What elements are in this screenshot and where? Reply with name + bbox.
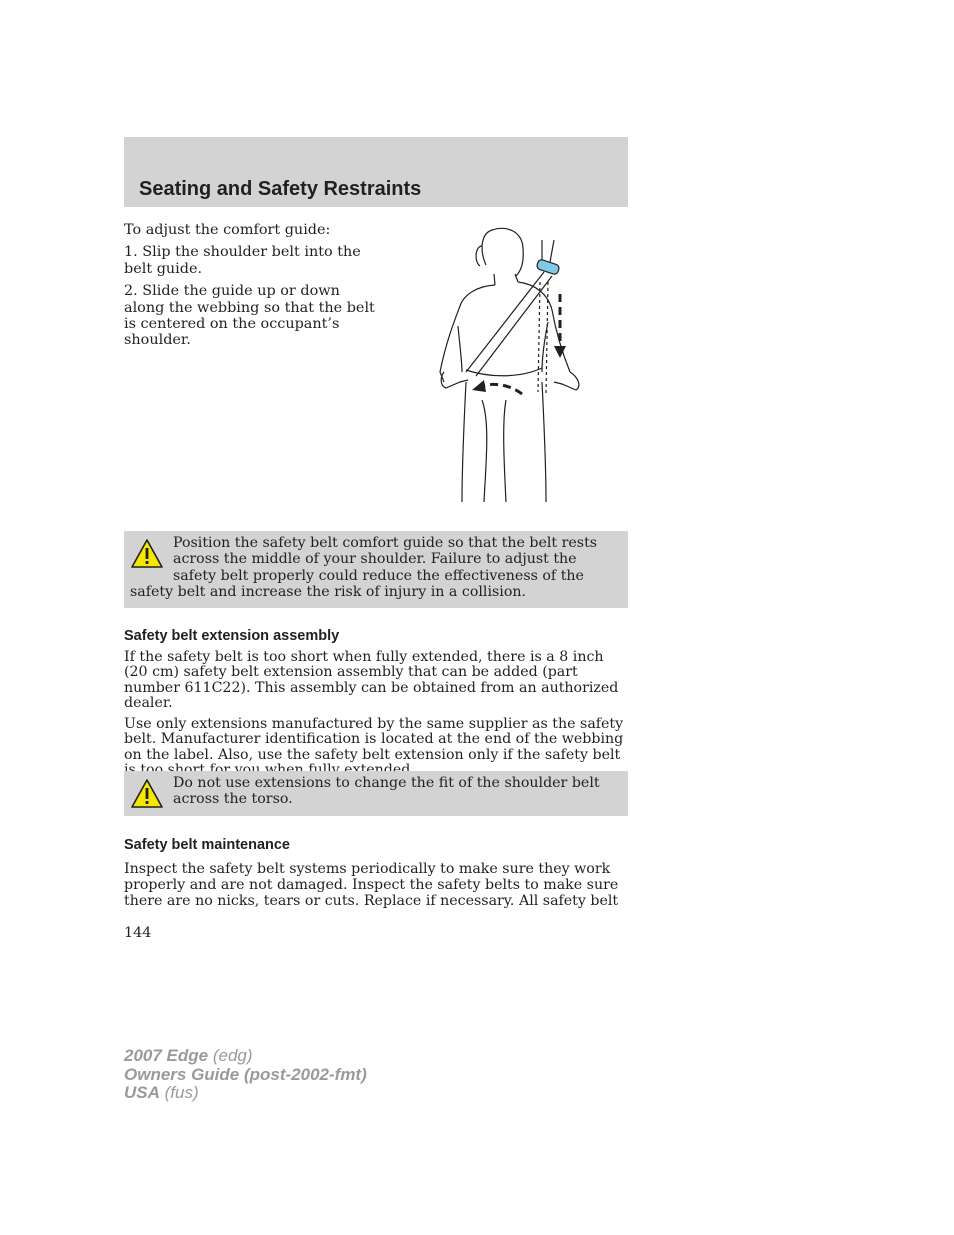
intro-step-1: 1. Slip the shoulder belt into the belt guide. bbox=[124, 244, 361, 277]
section-heading-maintenance: Safety belt maintenance bbox=[124, 837, 290, 853]
warning-box-comfort-guide bbox=[124, 531, 628, 608]
footer-line-market: USA (fus) bbox=[124, 1083, 199, 1102]
section-heading-extension: Safety belt extension assembly bbox=[124, 628, 340, 644]
footer-line-guide: Owners Guide (post-2002-fmt) bbox=[124, 1064, 367, 1084]
section-title: Seating and Safety Restraints bbox=[139, 178, 422, 200]
page-number: 144 bbox=[124, 925, 152, 941]
section-header-band bbox=[124, 137, 628, 207]
warning-text: Position the safety belt comfort guide so that the belt rests across the middle of your shoulder. Failure to adjust the safety belt properly could reduce the effectiveness of the safety belt and increase the risk of injury in a collision. bbox=[130, 535, 598, 601]
warning-triangle-icon bbox=[130, 537, 164, 571]
extension-paragraph-1: If the safety belt is too short when fully extended, there is a 8 inch (20 cm) safety belt extension assembly that can be added (part number 611C22). This assembly can be obtained from an authorized dealer. bbox=[124, 649, 619, 711]
extension-paragraph-2: Use only extensions manufactured by the same supplier as the safety belt. Manufacturer identification is located at the end of the webbing on the label. Also, use the safety belt extension only if the safety belt bbox=[124, 716, 624, 763]
warning-triangle-icon bbox=[130, 777, 164, 811]
extension-paragraphs bbox=[124, 650, 628, 784]
intro-step-2: 2. Slide the guide up or down along the webbing so that the belt is centered on the occupant’s shoulder. bbox=[124, 283, 375, 349]
intro-text bbox=[124, 222, 379, 355]
maintenance-paragraph: Inspect the safety belt systems periodically to make sure they work properly and are not damaged. Inspect the safety belts to make sure there are no nicks, tears or cuts. Replace if necessary. All safety belt bbox=[124, 861, 619, 909]
footer-line-model: 2007 Edge (edg) bbox=[124, 1046, 253, 1065]
document-footer bbox=[124, 1047, 367, 1103]
warning-box-extensions bbox=[124, 771, 628, 816]
intro-lead: To adjust the comfort guide: bbox=[124, 222, 331, 238]
comfort-guide-illustration bbox=[430, 222, 590, 504]
warning-text: Do not use extensions to change the fit of the shoulder belt across the torso. bbox=[173, 775, 600, 808]
